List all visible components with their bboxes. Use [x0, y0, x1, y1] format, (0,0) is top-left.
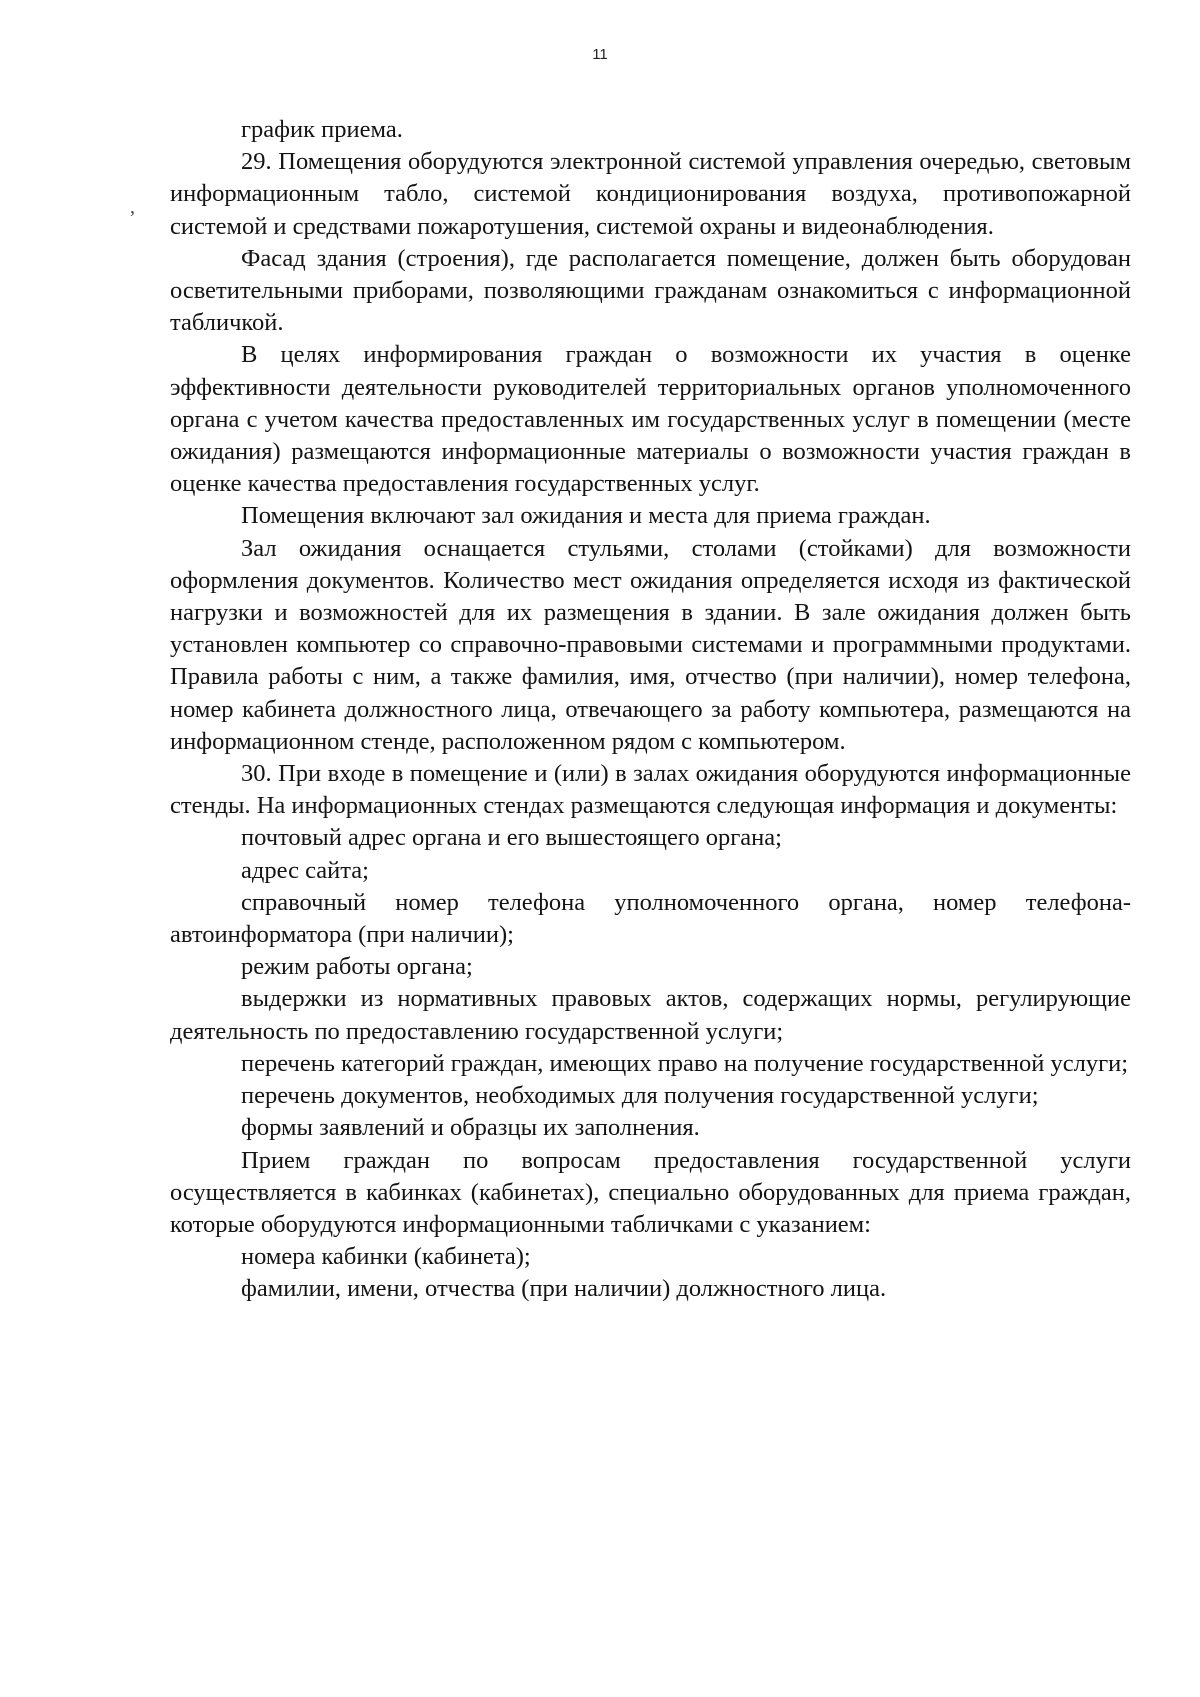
- list-item: почтовый адрес органа и его вышестоящего органа;: [241, 824, 782, 852]
- paragraph-facade: Фасад здания (строения), где располагается помещение, должен быть оборудован осветительными приборами, позволяющими гражданам ознакомиться с информационной табличкой.: [170, 244, 1131, 337]
- paragraph-reception: Прием граждан по вопросам предоставления государственной услуги осуществляется в кабинках (кабинетах), специально оборудованных для приема граждан, которые оборудуются информационными табличками с указанием:: [170, 1146, 1131, 1238]
- list-item: фамилии, имени, отчества (при наличии) должностного лица.: [241, 1275, 887, 1303]
- paragraph-informing: В целях информирования граждан о возможности их участия в оценке эффективности деятельности руководителей территориальных органов уполномоченного органа с учетом качества предоставленных им государственных услуг в помещении (месте ожидания) размещаются информационные материалы о возможности участия граждан в оценке качества предоставления государственных услуг.: [170, 341, 1131, 498]
- paragraph-premises: Помещения включают зал ожидания и места для приема граждан.: [241, 502, 931, 530]
- list-item: номера кабинки (кабинета);: [241, 1243, 531, 1271]
- list-item: выдержки из нормативных правовых актов, содержащих нормы, регулирующие деятельность по предоставлению государственной услуги;: [170, 985, 1131, 1045]
- paragraph-29: 29. Помещения оборудуются электронной системой управления очередью, световым информационным табло, системой кондиционирования воздуха, противопожарной системой и средствами пожаротушения, системой охраны и видеонаблюдения.: [170, 148, 1131, 240]
- list-item: справочный номер телефона уполномоченного органа, номер телефона-автоинформатора (при наличии);: [170, 888, 1131, 949]
- paragraph-waiting-hall: Зал ожидания оснащается стульями, столами (стойками) для возможности оформления документов. Количество мест ожидания определяется исходя из фактической нагрузки и возможностей для их размещения в здании. В зале ожидания должен быть установлен компьютер со справочно-правовыми системами и программными продуктами. Правила работы с ним, а также фамилия, имя, отчество (при наличии), номер телефона, номер кабинета должностного лица, отвечающего за работу компьютера, размещаются на информационном стенде, расположенном рядом с компьютером.: [170, 534, 1131, 755]
- document-body: [170, 114, 1131, 1306]
- page-number: 11: [592, 46, 608, 63]
- paragraph-schedule-end: график приема.: [241, 116, 403, 143]
- paragraph-30: 30. При входе в помещение и (или) в залах ожидания оборудуются информационные стенды. На информационных стендах размещаются следующая информация и документы:: [170, 760, 1131, 820]
- list-item: перечень категорий граждан, имеющих право на получение государственной услуги;: [241, 1049, 1129, 1077]
- list-item: перечень документов, необходимых для получения государственной услуги;: [241, 1082, 1039, 1110]
- list-item: формы заявлений и образцы их заполнения.: [241, 1114, 700, 1142]
- list-item: адрес сайта;: [241, 856, 369, 884]
- scan-mark: ,: [130, 196, 135, 218]
- list-item: режим работы органа;: [241, 953, 473, 981]
